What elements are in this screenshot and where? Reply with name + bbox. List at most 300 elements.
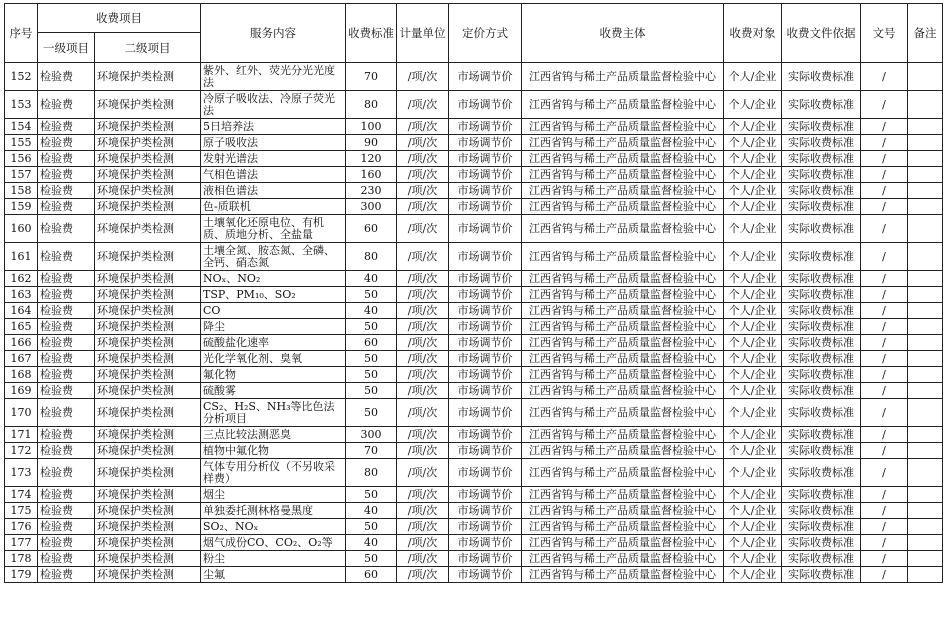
- service-cell: 液相色谱法: [201, 183, 346, 199]
- doc-no-cell: /: [861, 367, 908, 383]
- header-doc-no: 文号: [861, 4, 908, 63]
- pricing-cell: 市场调节价: [449, 319, 522, 335]
- service-cell: 氟化物: [201, 367, 346, 383]
- pricing-cell: 市场调节价: [449, 135, 522, 151]
- table-row: [5, 487, 943, 503]
- level2-cell: 环境保护类检测: [95, 151, 201, 167]
- target-cell: 个人/企业: [724, 367, 782, 383]
- service-cell: CO: [201, 303, 346, 319]
- service-cell: SO₂、NOₓ: [201, 519, 346, 535]
- header-fee-item: 收费项目: [38, 4, 201, 33]
- pricing-cell: 市场调节价: [449, 551, 522, 567]
- level1-cell: 检验费: [38, 535, 95, 551]
- unit-cell: /项/次: [397, 303, 449, 319]
- entity-cell: 江西省钨与稀土产品质量监督检验中心: [522, 151, 724, 167]
- service-cell: 气相色谱法: [201, 167, 346, 183]
- service-cell: 降尘: [201, 319, 346, 335]
- level2-cell: 环境保护类检测: [95, 91, 201, 119]
- table-row: [5, 399, 943, 427]
- note-cell: [908, 567, 943, 583]
- table-row: [5, 519, 943, 535]
- target-cell: 个人/企业: [724, 551, 782, 567]
- pricing-cell: 市场调节价: [449, 303, 522, 319]
- basis-cell: 实际收费标准: [782, 135, 861, 151]
- level2-cell: 环境保护类检测: [95, 367, 201, 383]
- entity-cell: 江西省钨与稀土产品质量监督检验中心: [522, 519, 724, 535]
- target-cell: 个人/企业: [724, 427, 782, 443]
- unit-cell: /项/次: [397, 367, 449, 383]
- unit-cell: /项/次: [397, 151, 449, 167]
- standard-cell: 50: [346, 367, 397, 383]
- standard-cell: 70: [346, 63, 397, 91]
- standard-cell: 90: [346, 135, 397, 151]
- basis-cell: 实际收费标准: [782, 215, 861, 243]
- note-cell: [908, 243, 943, 271]
- note-cell: [908, 519, 943, 535]
- note-cell: [908, 151, 943, 167]
- service-cell: 原子吸收法: [201, 135, 346, 151]
- basis-cell: 实际收费标准: [782, 459, 861, 487]
- standard-cell: 40: [346, 271, 397, 287]
- table-row: [5, 351, 943, 367]
- basis-cell: 实际收费标准: [782, 503, 861, 519]
- level2-cell: 环境保护类检测: [95, 335, 201, 351]
- standard-cell: 60: [346, 215, 397, 243]
- level1-cell: 检验费: [38, 335, 95, 351]
- note-cell: [908, 183, 943, 199]
- seq-cell: 179: [5, 567, 38, 583]
- entity-cell: 江西省钨与稀土产品质量监督检验中心: [522, 199, 724, 215]
- pricing-cell: 市场调节价: [449, 199, 522, 215]
- seq-cell: 164: [5, 303, 38, 319]
- seq-cell: 170: [5, 399, 38, 427]
- unit-cell: /项/次: [397, 271, 449, 287]
- target-cell: 个人/企业: [724, 199, 782, 215]
- pricing-cell: 市场调节价: [449, 519, 522, 535]
- level1-cell: 检验费: [38, 567, 95, 583]
- service-cell: 植物中氟化物: [201, 443, 346, 459]
- seq-cell: 161: [5, 243, 38, 271]
- target-cell: 个人/企业: [724, 519, 782, 535]
- basis-cell: 实际收费标准: [782, 351, 861, 367]
- table-row: [5, 459, 943, 487]
- table-row: [5, 567, 943, 583]
- level1-cell: 检验费: [38, 91, 95, 119]
- note-cell: [908, 271, 943, 287]
- level1-cell: 检验费: [38, 119, 95, 135]
- pricing-cell: 市场调节价: [449, 243, 522, 271]
- standard-cell: 100: [346, 119, 397, 135]
- level2-cell: 环境保护类检测: [95, 503, 201, 519]
- basis-cell: 实际收费标准: [782, 487, 861, 503]
- table-body: [5, 63, 943, 583]
- entity-cell: 江西省钨与稀土产品质量监督检验中心: [522, 183, 724, 199]
- header-unit: 计量单位: [397, 4, 449, 63]
- unit-cell: /项/次: [397, 335, 449, 351]
- level2-cell: 环境保护类检测: [95, 63, 201, 91]
- seq-cell: 174: [5, 487, 38, 503]
- basis-cell: 实际收费标准: [782, 367, 861, 383]
- seq-cell: 171: [5, 427, 38, 443]
- table-row: [5, 551, 943, 567]
- seq-cell: 169: [5, 383, 38, 399]
- note-cell: [908, 367, 943, 383]
- standard-cell: 80: [346, 459, 397, 487]
- pricing-cell: 市场调节价: [449, 287, 522, 303]
- table-row: [5, 183, 943, 199]
- table-row: [5, 91, 943, 119]
- header-target: 收费对象: [724, 4, 782, 63]
- standard-cell: 120: [346, 151, 397, 167]
- standard-cell: 160: [346, 167, 397, 183]
- doc-no-cell: /: [861, 503, 908, 519]
- note-cell: [908, 167, 943, 183]
- unit-cell: /项/次: [397, 443, 449, 459]
- standard-cell: 70: [346, 443, 397, 459]
- basis-cell: 实际收费标准: [782, 303, 861, 319]
- target-cell: 个人/企业: [724, 243, 782, 271]
- pricing-cell: 市场调节价: [449, 63, 522, 91]
- doc-no-cell: /: [861, 135, 908, 151]
- entity-cell: 江西省钨与稀土产品质量监督检验中心: [522, 443, 724, 459]
- service-cell: 单独委托测林格曼黑度: [201, 503, 346, 519]
- level2-cell: 环境保护类检测: [95, 271, 201, 287]
- pricing-cell: 市场调节价: [449, 535, 522, 551]
- seq-cell: 160: [5, 215, 38, 243]
- level2-cell: 环境保护类检测: [95, 319, 201, 335]
- note-cell: [908, 551, 943, 567]
- unit-cell: /项/次: [397, 535, 449, 551]
- doc-no-cell: /: [861, 167, 908, 183]
- level1-cell: 检验费: [38, 351, 95, 367]
- pricing-cell: 市场调节价: [449, 399, 522, 427]
- pricing-cell: 市场调节价: [449, 567, 522, 583]
- doc-no-cell: /: [861, 271, 908, 287]
- seq-cell: 173: [5, 459, 38, 487]
- seq-cell: 166: [5, 335, 38, 351]
- note-cell: [908, 199, 943, 215]
- level2-cell: 环境保护类检测: [95, 427, 201, 443]
- unit-cell: /项/次: [397, 503, 449, 519]
- target-cell: 个人/企业: [724, 167, 782, 183]
- pricing-cell: 市场调节价: [449, 119, 522, 135]
- basis-cell: 实际收费标准: [782, 399, 861, 427]
- target-cell: 个人/企业: [724, 383, 782, 399]
- level1-cell: 检验费: [38, 519, 95, 535]
- service-cell: 光化学氧化剂、臭氧: [201, 351, 346, 367]
- seq-cell: 175: [5, 503, 38, 519]
- seq-cell: 178: [5, 551, 38, 567]
- level2-cell: 环境保护类检测: [95, 399, 201, 427]
- doc-no-cell: /: [861, 243, 908, 271]
- entity-cell: 江西省钨与稀土产品质量监督检验中心: [522, 271, 724, 287]
- target-cell: 个人/企业: [724, 535, 782, 551]
- note-cell: [908, 135, 943, 151]
- target-cell: 个人/企业: [724, 319, 782, 335]
- unit-cell: /项/次: [397, 287, 449, 303]
- doc-no-cell: /: [861, 551, 908, 567]
- table-row: [5, 119, 943, 135]
- level1-cell: 检验费: [38, 271, 95, 287]
- target-cell: 个人/企业: [724, 487, 782, 503]
- level1-cell: 检验费: [38, 487, 95, 503]
- service-cell: NOₓ、NO₂: [201, 271, 346, 287]
- note-cell: [908, 215, 943, 243]
- doc-no-cell: /: [861, 519, 908, 535]
- level1-cell: 检验费: [38, 303, 95, 319]
- service-cell: 三点比较法测恶臭: [201, 427, 346, 443]
- entity-cell: 江西省钨与稀土产品质量监督检验中心: [522, 427, 724, 443]
- seq-cell: 163: [5, 287, 38, 303]
- pricing-cell: 市场调节价: [449, 503, 522, 519]
- doc-no-cell: /: [861, 383, 908, 399]
- service-cell: 粉尘: [201, 551, 346, 567]
- standard-cell: 300: [346, 199, 397, 215]
- pricing-cell: 市场调节价: [449, 271, 522, 287]
- seq-cell: 167: [5, 351, 38, 367]
- basis-cell: 实际收费标准: [782, 519, 861, 535]
- level1-cell: 检验费: [38, 167, 95, 183]
- note-cell: [908, 399, 943, 427]
- basis-cell: 实际收费标准: [782, 335, 861, 351]
- service-cell: 色-质联机: [201, 199, 346, 215]
- basis-cell: 实际收费标准: [782, 167, 861, 183]
- seq-cell: 158: [5, 183, 38, 199]
- table-row: [5, 503, 943, 519]
- unit-cell: /项/次: [397, 399, 449, 427]
- target-cell: 个人/企业: [724, 271, 782, 287]
- standard-cell: 50: [346, 319, 397, 335]
- level1-cell: 检验费: [38, 243, 95, 271]
- entity-cell: 江西省钨与稀土产品质量监督检验中心: [522, 383, 724, 399]
- note-cell: [908, 119, 943, 135]
- table-row: [5, 167, 943, 183]
- header-entity: 收费主体: [522, 4, 724, 63]
- note-cell: [908, 443, 943, 459]
- level1-cell: 检验费: [38, 503, 95, 519]
- standard-cell: 60: [346, 335, 397, 351]
- unit-cell: /项/次: [397, 199, 449, 215]
- note-cell: [908, 427, 943, 443]
- header-pricing: 定价方式: [449, 4, 522, 63]
- service-cell: 冷原子吸收法、冷原子荧光法: [201, 91, 346, 119]
- level1-cell: 检验费: [38, 551, 95, 567]
- doc-no-cell: /: [861, 487, 908, 503]
- basis-cell: 实际收费标准: [782, 63, 861, 91]
- pricing-cell: 市场调节价: [449, 443, 522, 459]
- level2-cell: 环境保护类检测: [95, 303, 201, 319]
- entity-cell: 江西省钨与稀土产品质量监督检验中心: [522, 63, 724, 91]
- table-row: [5, 319, 943, 335]
- target-cell: 个人/企业: [724, 303, 782, 319]
- entity-cell: 江西省钨与稀土产品质量监督检验中心: [522, 399, 724, 427]
- entity-cell: 江西省钨与稀土产品质量监督检验中心: [522, 119, 724, 135]
- note-cell: [908, 351, 943, 367]
- table-row: [5, 287, 943, 303]
- pricing-cell: 市场调节价: [449, 351, 522, 367]
- entity-cell: 江西省钨与稀土产品质量监督检验中心: [522, 551, 724, 567]
- standard-cell: 40: [346, 303, 397, 319]
- entity-cell: 江西省钨与稀土产品质量监督检验中心: [522, 303, 724, 319]
- table-row: [5, 271, 943, 287]
- table-row: [5, 335, 943, 351]
- service-cell: 土壤全氮、胺态氮、全磷、全钙、硝态氮: [201, 243, 346, 271]
- entity-cell: 江西省钨与稀土产品质量监督检验中心: [522, 319, 724, 335]
- level1-cell: 检验费: [38, 183, 95, 199]
- note-cell: [908, 335, 943, 351]
- unit-cell: /项/次: [397, 519, 449, 535]
- seq-cell: 156: [5, 151, 38, 167]
- note-cell: [908, 303, 943, 319]
- pricing-cell: 市场调节价: [449, 167, 522, 183]
- doc-no-cell: /: [861, 183, 908, 199]
- entity-cell: 江西省钨与稀土产品质量监督检验中心: [522, 167, 724, 183]
- level2-cell: 环境保护类检测: [95, 183, 201, 199]
- basis-cell: 实际收费标准: [782, 551, 861, 567]
- table-row: [5, 135, 943, 151]
- seq-cell: 172: [5, 443, 38, 459]
- service-cell: 尘氟: [201, 567, 346, 583]
- table-row: [5, 535, 943, 551]
- unit-cell: /项/次: [397, 91, 449, 119]
- doc-no-cell: /: [861, 567, 908, 583]
- doc-no-cell: /: [861, 63, 908, 91]
- doc-no-cell: /: [861, 535, 908, 551]
- entity-cell: 江西省钨与稀土产品质量监督检验中心: [522, 243, 724, 271]
- pricing-cell: 市场调节价: [449, 487, 522, 503]
- doc-no-cell: /: [861, 351, 908, 367]
- standard-cell: 230: [346, 183, 397, 199]
- level1-cell: 检验费: [38, 383, 95, 399]
- standard-cell: 40: [346, 503, 397, 519]
- pricing-cell: 市场调节价: [449, 459, 522, 487]
- standard-cell: 50: [346, 551, 397, 567]
- service-cell: 土壤氧化还原电位、有机质、质地分析、全盐量: [201, 215, 346, 243]
- basis-cell: 实际收费标准: [782, 287, 861, 303]
- standard-cell: 300: [346, 427, 397, 443]
- unit-cell: /项/次: [397, 567, 449, 583]
- seq-cell: 177: [5, 535, 38, 551]
- entity-cell: 江西省钨与稀土产品质量监督检验中心: [522, 135, 724, 151]
- basis-cell: 实际收费标准: [782, 319, 861, 335]
- target-cell: 个人/企业: [724, 567, 782, 583]
- basis-cell: 实际收费标准: [782, 271, 861, 287]
- basis-cell: 实际收费标准: [782, 243, 861, 271]
- table-row: [5, 199, 943, 215]
- target-cell: 个人/企业: [724, 287, 782, 303]
- seq-cell: 176: [5, 519, 38, 535]
- note-cell: [908, 487, 943, 503]
- entity-cell: 江西省钨与稀土产品质量监督检验中心: [522, 459, 724, 487]
- doc-no-cell: /: [861, 91, 908, 119]
- level1-cell: 检验费: [38, 443, 95, 459]
- standard-cell: 50: [346, 399, 397, 427]
- level1-cell: 检验费: [38, 135, 95, 151]
- seq-cell: 153: [5, 91, 38, 119]
- basis-cell: 实际收费标准: [782, 91, 861, 119]
- unit-cell: /项/次: [397, 487, 449, 503]
- service-cell: 硫酸盐化速率: [201, 335, 346, 351]
- doc-no-cell: /: [861, 459, 908, 487]
- entity-cell: 江西省钨与稀土产品质量监督检验中心: [522, 215, 724, 243]
- table-row: [5, 367, 943, 383]
- level2-cell: 环境保护类检测: [95, 383, 201, 399]
- level2-cell: 环境保护类检测: [95, 351, 201, 367]
- doc-no-cell: /: [861, 443, 908, 459]
- service-cell: 硫酸雾: [201, 383, 346, 399]
- header-basis: 收费文件依据: [782, 4, 861, 63]
- standard-cell: 50: [346, 287, 397, 303]
- standard-cell: 50: [346, 519, 397, 535]
- target-cell: 个人/企业: [724, 503, 782, 519]
- table-row: [5, 243, 943, 271]
- service-cell: TSP、PM₁₀、SO₂: [201, 287, 346, 303]
- target-cell: 个人/企业: [724, 91, 782, 119]
- standard-cell: 80: [346, 243, 397, 271]
- target-cell: 个人/企业: [724, 335, 782, 351]
- note-cell: [908, 287, 943, 303]
- target-cell: 个人/企业: [724, 119, 782, 135]
- seq-cell: 165: [5, 319, 38, 335]
- doc-no-cell: /: [861, 319, 908, 335]
- target-cell: 个人/企业: [724, 443, 782, 459]
- level2-cell: 环境保护类检测: [95, 567, 201, 583]
- service-cell: 紫外、红外、荧光分光光度法: [201, 63, 346, 91]
- standard-cell: 50: [346, 487, 397, 503]
- seq-cell: 152: [5, 63, 38, 91]
- basis-cell: 实际收费标准: [782, 151, 861, 167]
- target-cell: 个人/企业: [724, 215, 782, 243]
- note-cell: [908, 91, 943, 119]
- service-cell: CS₂、H₂S、NH₃等比色法分析项目: [201, 399, 346, 427]
- doc-no-cell: /: [861, 399, 908, 427]
- target-cell: 个人/企业: [724, 151, 782, 167]
- standard-cell: 60: [346, 567, 397, 583]
- table-row: [5, 443, 943, 459]
- basis-cell: 实际收费标准: [782, 567, 861, 583]
- target-cell: 个人/企业: [724, 459, 782, 487]
- entity-cell: 江西省钨与稀土产品质量监督检验中心: [522, 503, 724, 519]
- unit-cell: /项/次: [397, 319, 449, 335]
- table-row: [5, 383, 943, 399]
- seq-cell: 155: [5, 135, 38, 151]
- entity-cell: 江西省钨与稀土产品质量监督检验中心: [522, 487, 724, 503]
- level2-cell: 环境保护类检测: [95, 167, 201, 183]
- basis-cell: 实际收费标准: [782, 535, 861, 551]
- target-cell: 个人/企业: [724, 63, 782, 91]
- table-row: [5, 427, 943, 443]
- entity-cell: 江西省钨与稀土产品质量监督检验中心: [522, 351, 724, 367]
- pricing-cell: 市场调节价: [449, 427, 522, 443]
- level2-cell: 环境保护类检测: [95, 215, 201, 243]
- header-level2: 二级项目: [95, 33, 201, 63]
- note-cell: [908, 535, 943, 551]
- basis-cell: 实际收费标准: [782, 383, 861, 399]
- level1-cell: 检验费: [38, 399, 95, 427]
- level2-cell: 环境保护类检测: [95, 535, 201, 551]
- level1-cell: 检验费: [38, 287, 95, 303]
- basis-cell: 实际收费标准: [782, 427, 861, 443]
- pricing-cell: 市场调节价: [449, 91, 522, 119]
- target-cell: 个人/企业: [724, 351, 782, 367]
- doc-no-cell: /: [861, 199, 908, 215]
- level2-cell: 环境保护类检测: [95, 135, 201, 151]
- basis-cell: 实际收费标准: [782, 119, 861, 135]
- target-cell: 个人/企业: [724, 135, 782, 151]
- header-service: 服务内容: [201, 4, 346, 63]
- standard-cell: 50: [346, 383, 397, 399]
- header-level1: 一级项目: [38, 33, 95, 63]
